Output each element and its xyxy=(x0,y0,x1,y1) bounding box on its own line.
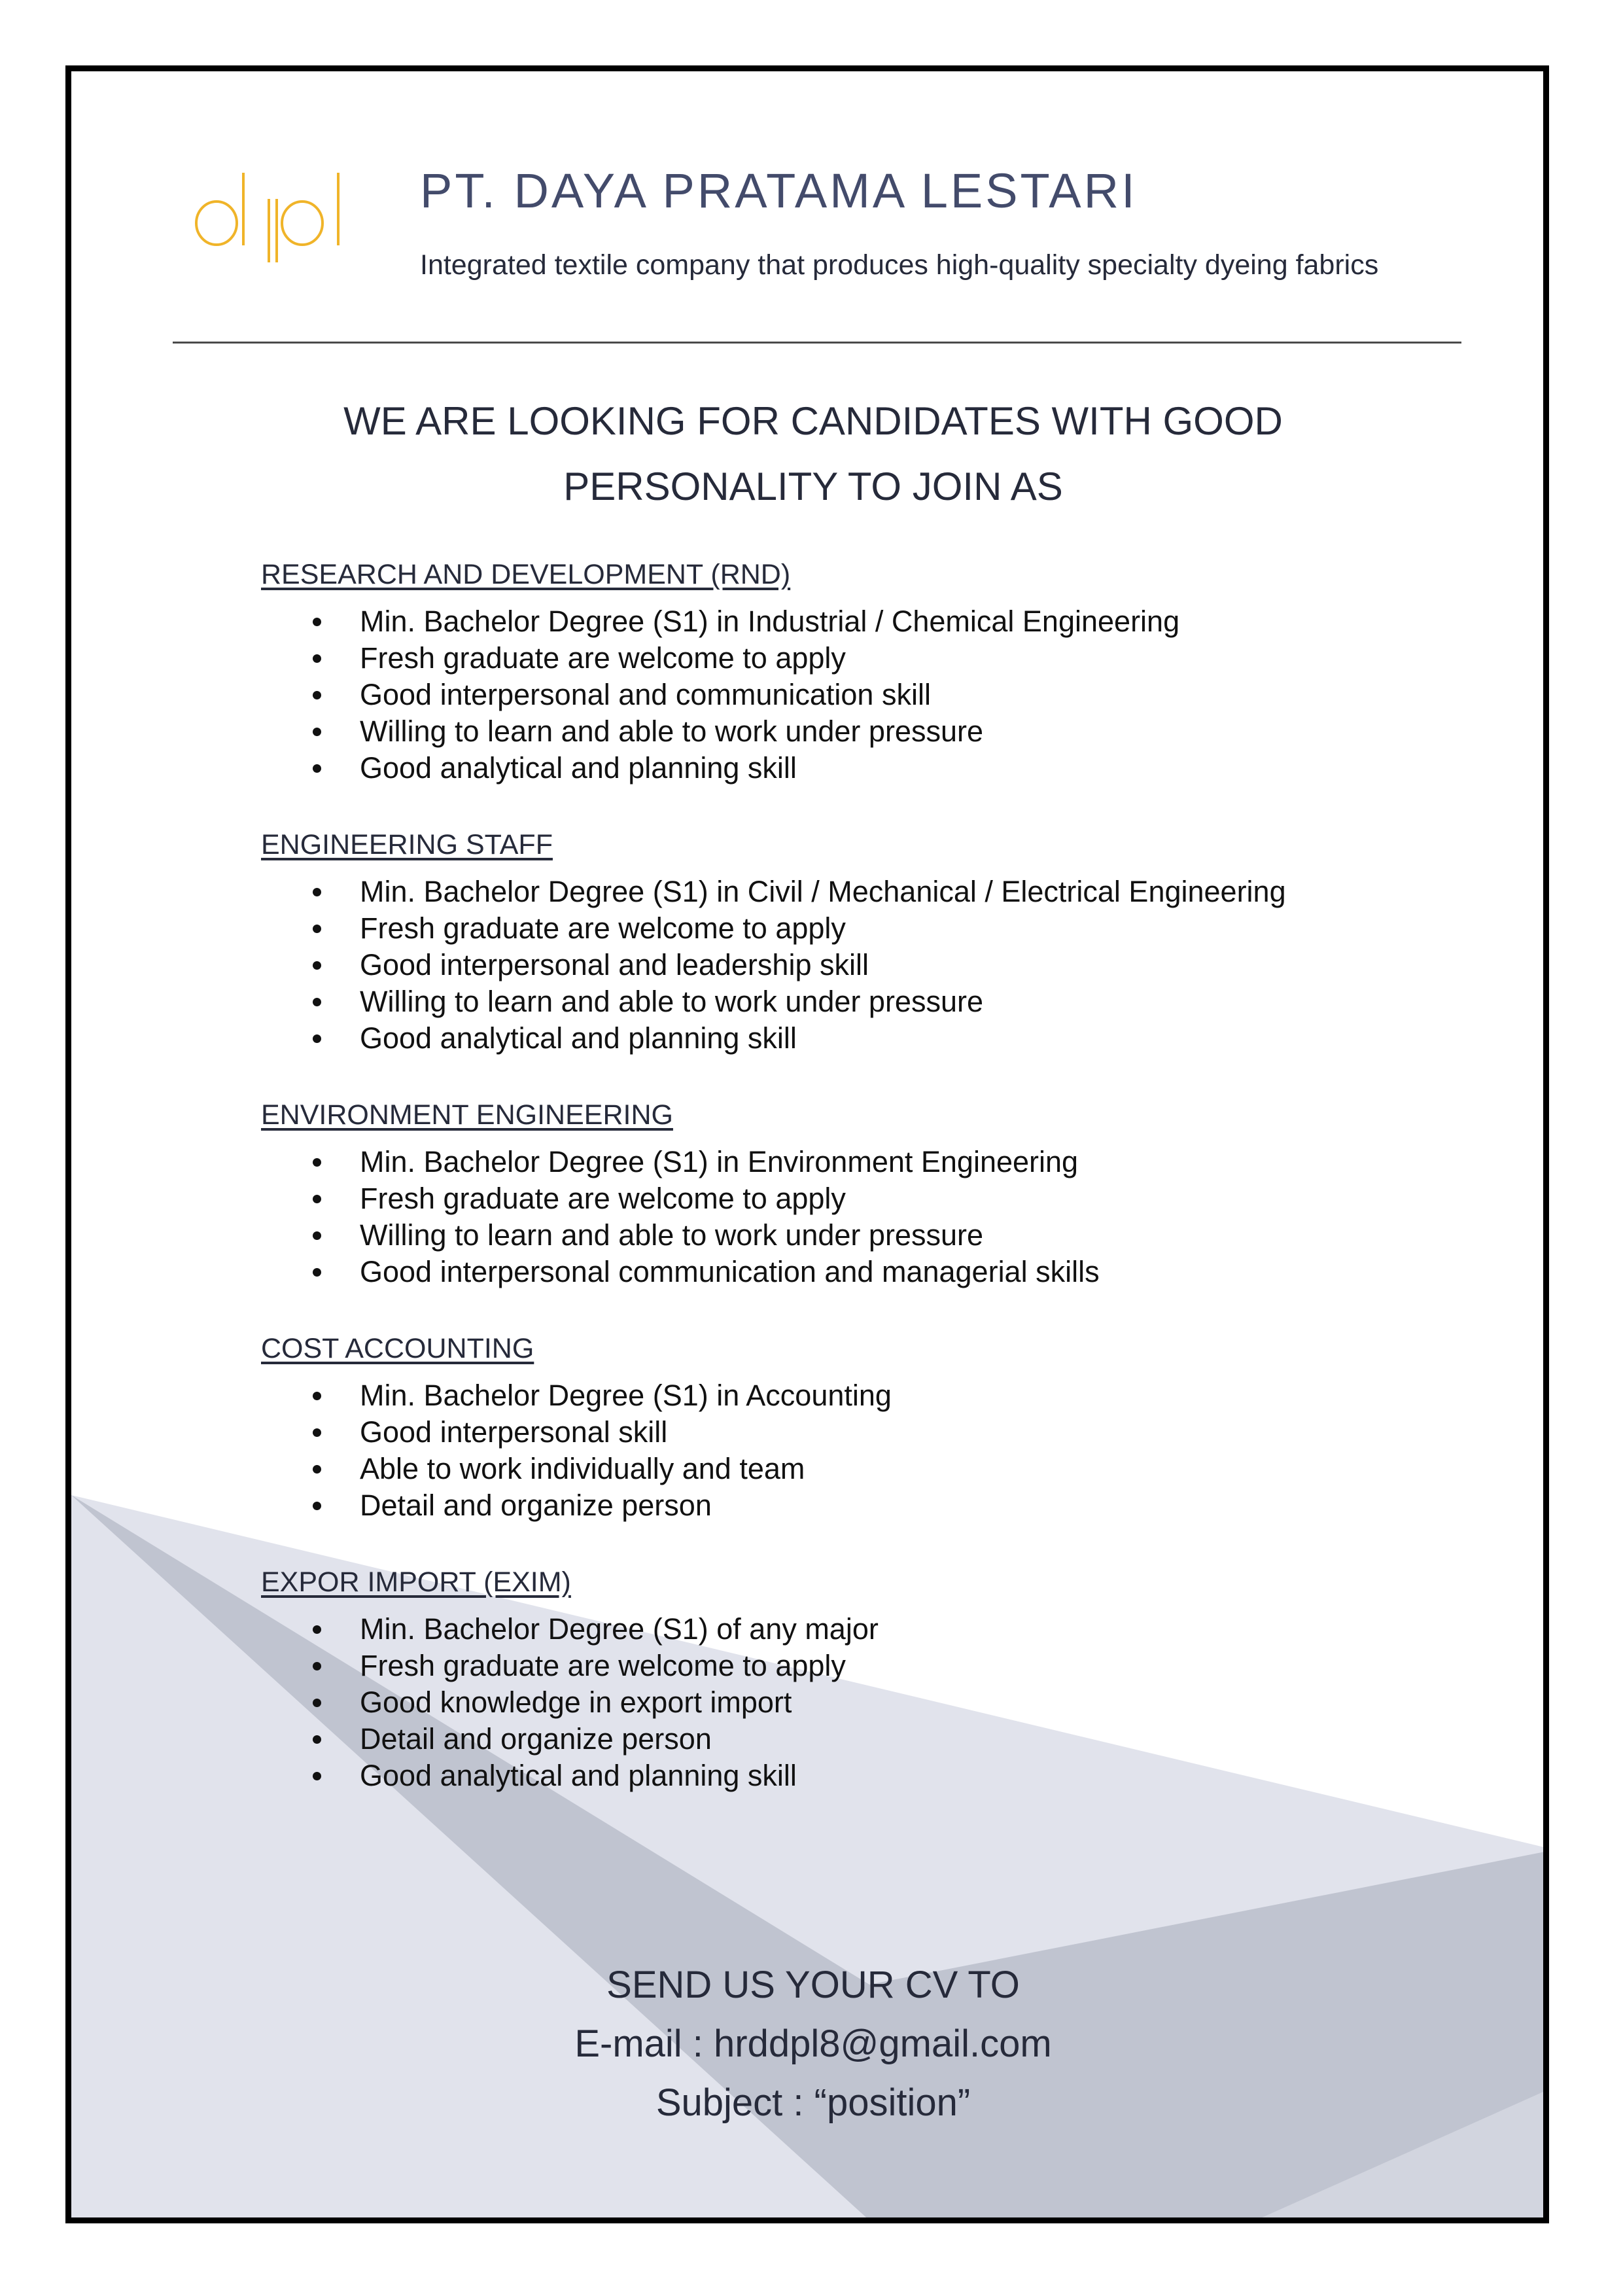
bullet-icon xyxy=(313,1735,321,1744)
requirement-text: Min. Bachelor Degree (S1) in Civil / Mechanical / Electrical Engineering xyxy=(360,875,1286,908)
bullet-icon xyxy=(313,1662,321,1670)
headline-line-1: WE ARE LOOKING FOR CANDIDATES WITH GOOD xyxy=(343,399,1283,443)
requirement-text: Fresh graduate are welcome to apply xyxy=(360,911,846,945)
poster-content xyxy=(71,71,1549,2223)
requirement-item xyxy=(261,1721,1504,1757)
requirement-text: Fresh graduate are welcome to apply xyxy=(360,1182,846,1215)
requirement-text: Fresh graduate are welcome to apply xyxy=(360,641,846,675)
bullet-icon xyxy=(313,618,321,626)
position-rnd xyxy=(261,556,1504,786)
headline-line-2: PERSONALITY TO JOIN AS xyxy=(563,465,1063,508)
headline xyxy=(71,389,1549,520)
requirement-item xyxy=(261,603,1504,640)
requirement-text: Detail and organize person xyxy=(360,1722,712,1756)
requirement-item xyxy=(261,677,1504,713)
bullet-icon xyxy=(313,1268,321,1277)
bullet-icon xyxy=(313,654,321,663)
bullet-icon xyxy=(313,1195,321,1203)
requirement-item xyxy=(261,1611,1504,1648)
requirement-item xyxy=(261,947,1504,983)
bullet-icon xyxy=(313,888,321,896)
cta-subject: Subject : “position” xyxy=(655,2081,971,2124)
requirement-item xyxy=(261,1144,1504,1180)
bullet-icon xyxy=(313,925,321,933)
requirement-item xyxy=(261,1180,1504,1217)
position-environment-engineering xyxy=(261,1096,1504,1290)
requirement-text: Fresh graduate are welcome to apply xyxy=(360,1649,846,1682)
poster-frame xyxy=(65,65,1549,2223)
requirement-text: Willing to learn and able to work under pressure xyxy=(360,1218,983,1252)
requirement-text: Good interpersonal and leadership skill xyxy=(360,948,869,981)
bullet-icon xyxy=(313,691,321,699)
requirements-list xyxy=(261,874,1504,1057)
requirement-item xyxy=(261,750,1504,786)
position-exim xyxy=(261,1563,1504,1794)
requirement-text: Min. Bachelor Degree (S1) in Environment Engineering xyxy=(360,1145,1079,1178)
company-tagline: Integrated textile company that produces high-quality specialty dyeing fabrics xyxy=(420,249,1379,281)
requirements-list xyxy=(261,1377,1504,1524)
requirement-text: Good interpersonal communication and managerial skills xyxy=(360,1255,1100,1288)
requirement-text: Willing to learn and able to work under pressure xyxy=(360,985,983,1018)
requirement-item xyxy=(261,640,1504,677)
requirement-text: Good analytical and planning skill xyxy=(360,1759,797,1792)
bullet-icon xyxy=(313,1625,321,1634)
requirement-item xyxy=(261,713,1504,750)
requirement-item xyxy=(261,1684,1504,1721)
position-title: ENVIRONMENT ENGINEERING xyxy=(261,1099,673,1131)
bullet-icon xyxy=(313,1231,321,1240)
position-cost-accounting xyxy=(261,1330,1504,1524)
dpl-logo-icon xyxy=(192,169,369,268)
bullet-icon xyxy=(313,764,321,773)
bullet-icon xyxy=(313,1465,321,1474)
requirement-item xyxy=(261,983,1504,1020)
requirements-list xyxy=(261,603,1504,786)
requirement-item xyxy=(261,874,1504,910)
bullet-icon xyxy=(313,1158,321,1167)
requirement-item xyxy=(261,910,1504,947)
cta-email: E-mail : hrddpl8@gmail.com xyxy=(574,2022,1052,2065)
requirement-text: Good knowledge in export import xyxy=(360,1686,792,1719)
bullet-icon xyxy=(313,728,321,736)
requirement-text: Good analytical and planning skill xyxy=(360,1021,797,1055)
call-to-action xyxy=(71,1956,1549,2132)
requirement-text: Willing to learn and able to work under pressure xyxy=(360,715,983,748)
position-title: ENGINEERING STAFF xyxy=(261,829,553,860)
requirements-list xyxy=(261,1611,1504,1794)
requirement-item xyxy=(261,1648,1504,1684)
cta-heading: SEND US YOUR CV TO xyxy=(606,1964,1020,2006)
bullet-icon xyxy=(313,1428,321,1437)
company-name: PT. DAYA PRATAMA LESTARI xyxy=(420,164,1138,218)
position-title: RESEARCH AND DEVELOPMENT (RND) xyxy=(261,559,791,590)
bullet-icon xyxy=(313,1502,321,1510)
requirement-item xyxy=(261,1451,1504,1487)
requirement-item xyxy=(261,1414,1504,1451)
bullet-icon xyxy=(313,1034,321,1043)
requirement-text: Min. Bachelor Degree (S1) in Industrial / Chemical Engineering xyxy=(360,605,1180,638)
header-divider xyxy=(173,342,1461,344)
requirement-text: Good interpersonal skill xyxy=(360,1415,668,1449)
requirement-item xyxy=(261,1217,1504,1254)
bullet-icon xyxy=(313,998,321,1006)
requirement-item xyxy=(261,1487,1504,1524)
requirement-item xyxy=(261,1254,1504,1290)
position-title: COST ACCOUNTING xyxy=(261,1333,534,1364)
requirement-text: Min. Bachelor Degree (S1) of any major xyxy=(360,1612,879,1646)
bullet-icon xyxy=(313,1699,321,1707)
requirement-text: Min. Bachelor Degree (S1) in Accounting xyxy=(360,1379,892,1412)
requirement-item xyxy=(261,1020,1504,1057)
position-engineering-staff xyxy=(261,826,1504,1057)
position-title: EXPOR IMPORT (EXIM) xyxy=(261,1566,571,1598)
requirement-text: Good analytical and planning skill xyxy=(360,751,797,785)
requirements-list xyxy=(261,1144,1504,1290)
requirement-text: Able to work individually and team xyxy=(360,1452,805,1485)
positions-list xyxy=(261,556,1504,1833)
bullet-icon xyxy=(313,1392,321,1400)
requirement-text: Good interpersonal and communication skill xyxy=(360,678,931,711)
requirement-text: Detail and organize person xyxy=(360,1489,712,1522)
bullet-icon xyxy=(313,961,321,970)
requirement-item xyxy=(261,1377,1504,1414)
bullet-icon xyxy=(313,1772,321,1780)
requirement-item xyxy=(261,1757,1504,1794)
